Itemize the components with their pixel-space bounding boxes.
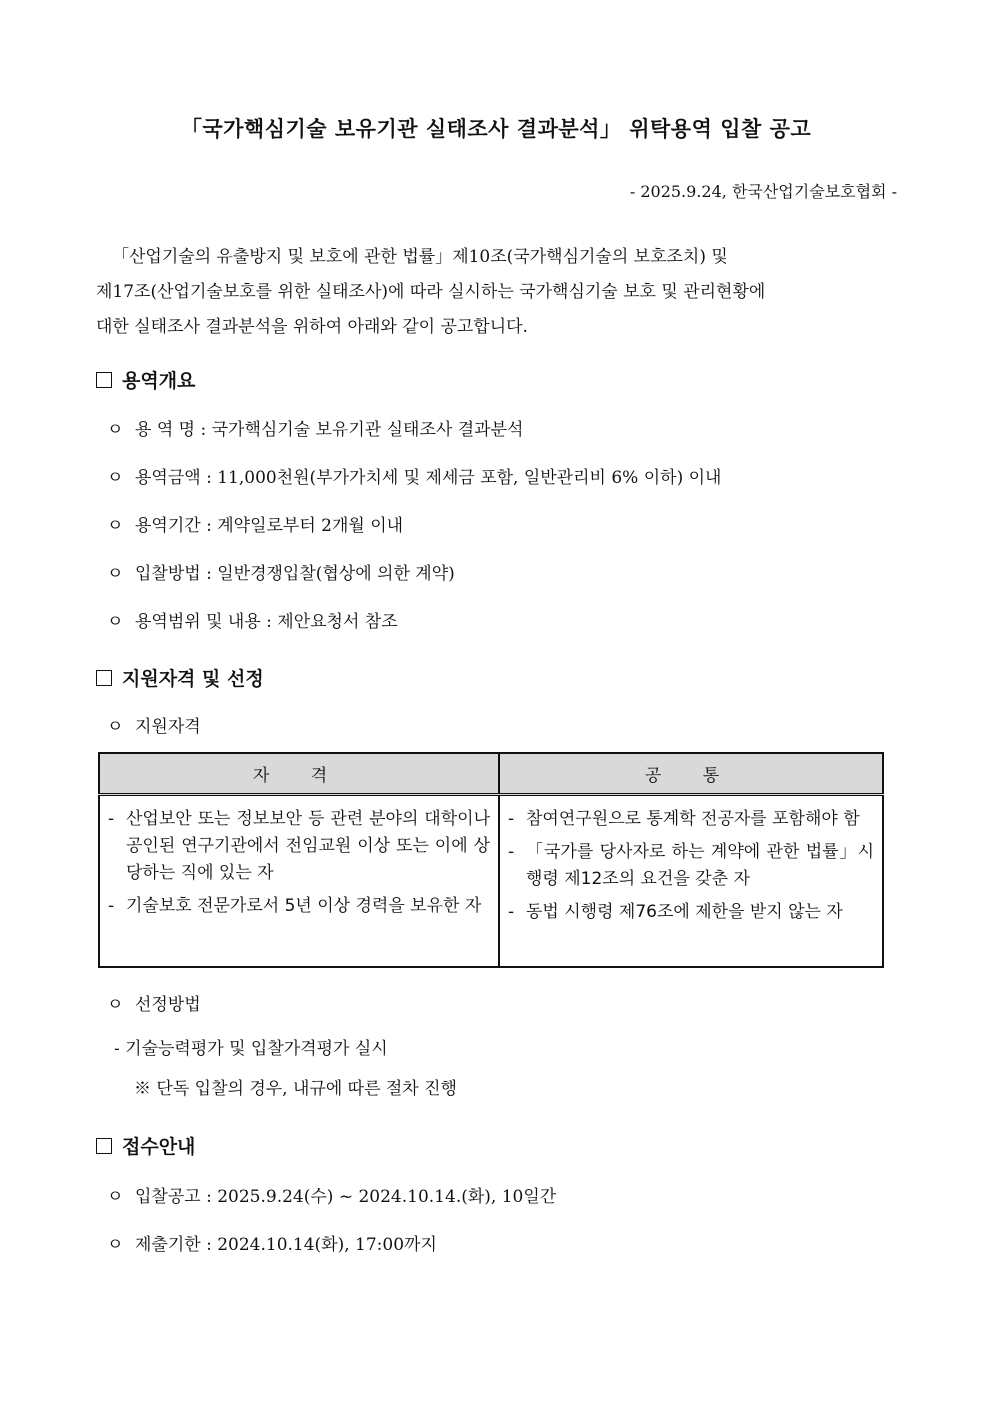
list-item: - 산업보안 또는 정보보안 등 관련 분야의 대학이나 공인된 연구기관에서 전임교원 이상 또는 이에 상당하는 직에 있는 자 <box>108 809 490 883</box>
bullet-icon: ㅇ <box>107 995 124 1015</box>
list-item: ㅇ 용역기간 : 계약일로부터 2개월 이내 <box>107 511 403 536</box>
list-item: - 참여연구원으로 통계학 전공자를 포함해야 함 <box>508 809 860 829</box>
bullet-icon: ㅇ <box>107 420 124 440</box>
bullet-icon: ㅇ <box>107 717 124 737</box>
bullet-icon: ㅇ <box>107 1187 124 1207</box>
table-header-common: 공 통 <box>499 753 883 795</box>
list-item: - 동법 시행령 제76조에 제한을 받지 않는 자 <box>508 902 843 922</box>
list-item: - 기술보호 전문가로서 5년 이상 경력을 보유한 자 <box>108 896 482 916</box>
bullet-icon: ㅇ <box>107 516 124 536</box>
selection-item: - 기술능력평가 및 입찰가격평가 실시 <box>114 1039 388 1059</box>
qualification-cell <box>99 795 499 968</box>
list-item: ㅇ 용 역 명 : 국가핵심기술 보유기관 실태조사 결과분석 <box>107 415 523 440</box>
list-item: ㅇ 용역금액 : 11,000천원(부가가치세 및 제세금 포함, 일반관리비 6% 이하) 이내 <box>107 463 721 488</box>
intro-line: 「산업기술의 유출방지 및 보호에 관한 법률」제10조(국가핵심기술의 보호조치) 및 <box>112 247 728 267</box>
dateline: - 2025.9.24, 한국산업기술보호협회 - <box>629 182 897 201</box>
checkbox-square-icon <box>96 670 112 686</box>
list-item: ㅇ 입찰공고 : 2025.9.24(수) ~ 2024.10.14.(화), 10일간 <box>107 1182 556 1207</box>
list-item: ㅇ 지원자격 <box>107 712 201 737</box>
intro-line: 대한 실태조사 결과분석을 위하여 아래와 같이 공고합니다. <box>96 317 528 337</box>
intro-paragraph <box>96 240 898 345</box>
bullet-icon: ㅇ <box>107 612 124 632</box>
list-item: - 「국가를 당사자로 하는 계약에 관한 법률」시행령 제12조의 요건을 갖춘 자 <box>508 842 874 889</box>
bullet-icon: ㅇ <box>107 564 124 584</box>
checkbox-square-icon <box>96 372 112 388</box>
intro-line: 제17조(산업기술보호를 위한 실태조사)에 따라 실시하는 국가핵심기술 보호 및 관리현황에 <box>96 282 766 302</box>
selection-note: ※ 단독 입찰의 경우, 내규에 따른 절차 진행 <box>134 1079 457 1099</box>
section-heading-submission: 접수안내 <box>96 1132 195 1159</box>
table-header-qualification: 자 격 <box>99 753 499 795</box>
section-heading-overview: 용역개요 <box>96 366 195 393</box>
list-item: ㅇ 선정방법 <box>107 990 201 1015</box>
common-cell <box>499 795 883 968</box>
list-item: ㅇ 제출기한 : 2024.10.14(화), 17:00까지 <box>107 1230 437 1255</box>
list-item: ㅇ 용역범위 및 내용 : 제안요청서 참조 <box>107 607 398 632</box>
checkbox-square-icon <box>96 1138 112 1154</box>
eligibility-table <box>98 752 884 968</box>
bullet-icon: ㅇ <box>107 468 124 488</box>
list-item: ㅇ 입찰방법 : 일반경쟁입찰(협상에 의한 계약) <box>107 559 455 584</box>
bullet-icon: ㅇ <box>107 1235 124 1255</box>
section-heading-eligibility: 지원자격 및 선정 <box>96 664 264 691</box>
page-title: 「국가핵심기술 보유기관 실태조사 결과분석」 위탁용역 입찰 공고 <box>180 116 812 141</box>
